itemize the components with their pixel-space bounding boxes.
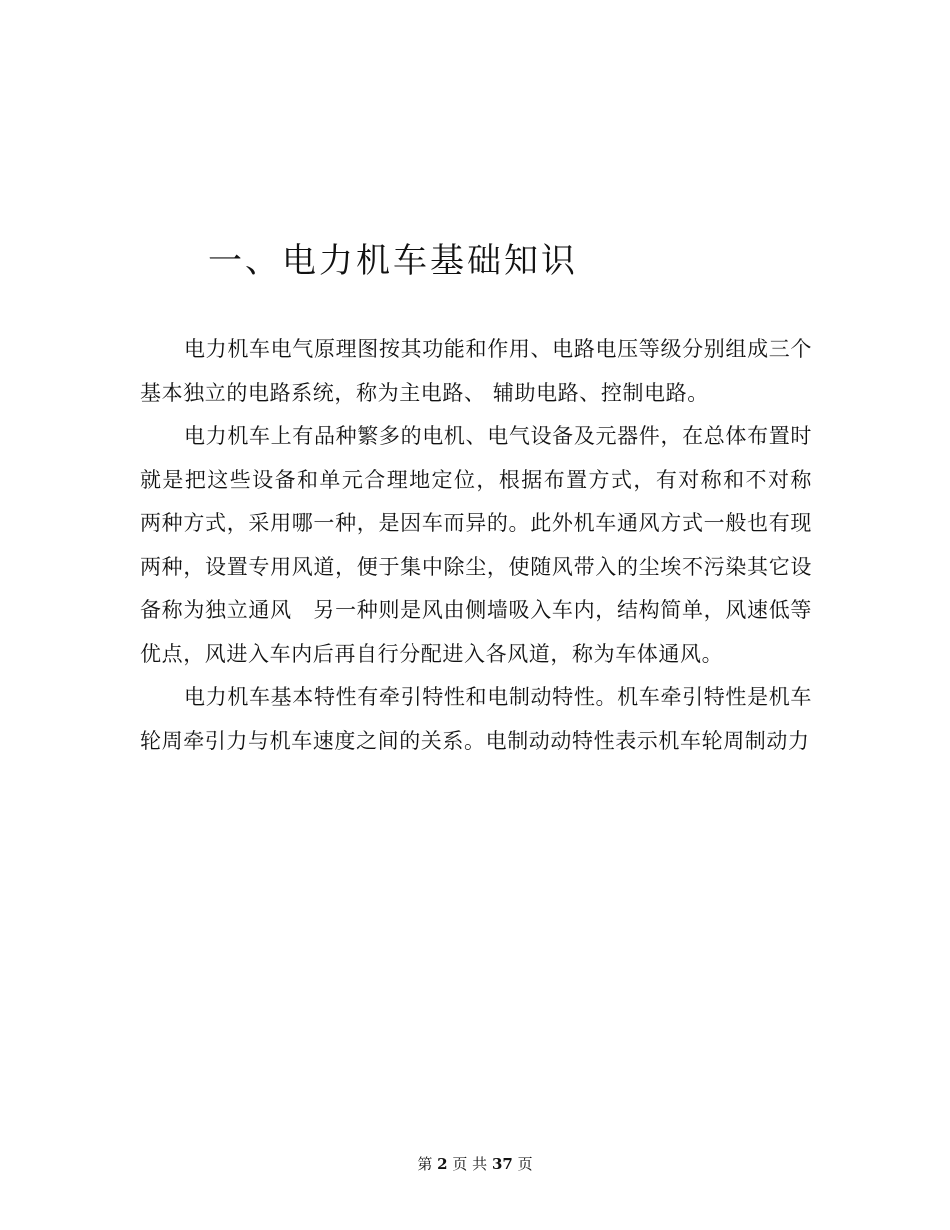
footer-label-unit-end: 页 (517, 1155, 533, 1173)
footer-label-unit: 页 (452, 1155, 468, 1173)
paragraph-circuit-systems: 电力机车电气原理图按其功能和作用、电路电压等级分别组成三个基本独立的电路系统，称为主电路、 辅助电路、控制电路。 (140, 337, 812, 405)
footer-label-total: 共 (472, 1155, 488, 1173)
section-title: 一、电力机车基础知识 (208, 240, 578, 281)
paragraph-layout-ventilation: 电力机车上有品种繁多的电机、电气设备及元器件，在总体布置时就是把这些设备和单元合理地定位，根据布置方式，有对称和不对称 两种方式，采用哪一种，是因车而异的。此外机车通风方式一般也有现两种，设置专用风道，便于集中除尘，使随风带入的尘埃不污染其它设备称为独立通风 另一种则是风由侧墙吸入车内，结构简单，风速低等优点，风进入车内后再自行分配进入各风道，称为车体通风。 (140, 424, 812, 666)
page-footer (0, 1153, 950, 1175)
footer-label-page: 第 (417, 1155, 433, 1173)
footer-total-pages: 37 (491, 1155, 513, 1173)
footer-current-page: 2 (437, 1155, 448, 1173)
paragraph-characteristics: 电力机车基本特性有牵引特性和电制动特性。机车牵引特性是机车轮周牵引力与机车速度之间的关系。电制动动特性表示机车轮周制动力 (140, 685, 812, 753)
body-text (140, 328, 812, 763)
